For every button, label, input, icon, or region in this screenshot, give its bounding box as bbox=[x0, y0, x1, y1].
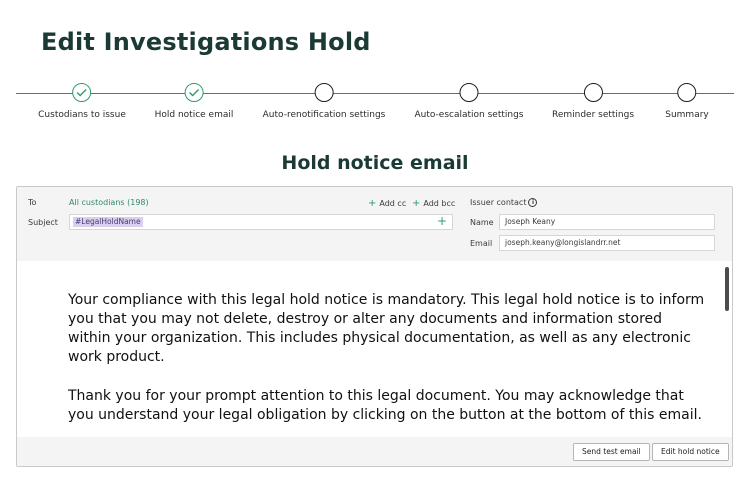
email-input[interactable]: joseph.keany@longislandrr.net bbox=[499, 235, 715, 251]
step-circle-icon bbox=[678, 83, 697, 102]
email-body-editor[interactable] bbox=[17, 261, 732, 439]
plus-icon: + bbox=[412, 198, 421, 209]
step-label: Reminder settings bbox=[551, 110, 635, 120]
step-auto-renotification-settings[interactable] bbox=[263, 82, 386, 120]
info-icon[interactable]: i bbox=[528, 198, 537, 207]
issuer-contact-label: Issuer contact bbox=[470, 198, 527, 207]
step-reminder-settings[interactable] bbox=[552, 82, 634, 120]
step-summary[interactable] bbox=[665, 82, 709, 120]
section-title: Hold notice email bbox=[281, 152, 469, 174]
to-label: To bbox=[28, 198, 37, 207]
insert-field-plus-icon[interactable]: + bbox=[436, 214, 447, 228]
step-circle-icon bbox=[315, 83, 334, 102]
step-auto-escalation-settings[interactable] bbox=[414, 82, 523, 120]
step-label: Auto-escalation settings bbox=[414, 110, 524, 120]
subject-label: Subject bbox=[28, 218, 58, 227]
body-paragraph: Your compliance with this legal hold notice is mandatory. This legal hold notice is to inform you that you may not delete, destroy or alter any documents and information stored within your organization. This includes physical documentation, as well as any electronic work product. bbox=[68, 292, 705, 365]
subject-input[interactable] bbox=[69, 214, 453, 230]
edit-hold-notice-button[interactable]: Edit hold notice bbox=[652, 443, 729, 461]
step-label: Custodians to issue bbox=[38, 110, 126, 120]
email-label: Email bbox=[470, 239, 493, 248]
add-cc-label: Add cc bbox=[379, 199, 407, 208]
page-title: Edit Investigations Hold bbox=[41, 28, 371, 56]
body-scrollbar[interactable] bbox=[725, 267, 729, 311]
add-bcc-label: Add bcc bbox=[423, 199, 456, 208]
step-custodians-to-issue[interactable] bbox=[38, 82, 126, 120]
recipients-link[interactable]: All custodians (198) bbox=[69, 198, 149, 207]
issuer-contact-heading bbox=[470, 198, 537, 207]
progress-stepper bbox=[16, 82, 734, 122]
checkmark-icon bbox=[73, 83, 92, 102]
name-input[interactable]: Joseph Keany bbox=[499, 214, 715, 230]
name-label: Name bbox=[470, 218, 494, 227]
subject-tag[interactable]: #LegalHoldName bbox=[75, 217, 141, 226]
step-label: Hold notice email bbox=[154, 110, 234, 120]
checkmark-icon bbox=[184, 83, 203, 102]
send-test-email-button[interactable]: Send test email bbox=[573, 443, 650, 461]
add-bcc-button[interactable] bbox=[412, 198, 455, 209]
step-label: Summary bbox=[665, 110, 709, 120]
email-editor-panel bbox=[16, 186, 733, 467]
step-hold-notice-email[interactable] bbox=[155, 82, 234, 120]
step-circle-icon bbox=[459, 83, 478, 102]
step-circle-icon bbox=[584, 83, 603, 102]
step-label: Auto-renotification settings bbox=[262, 110, 386, 120]
email-header bbox=[17, 187, 732, 261]
email-footer bbox=[17, 437, 732, 466]
plus-icon: + bbox=[368, 198, 377, 209]
add-cc-button[interactable] bbox=[368, 198, 406, 209]
body-paragraph: Thank you for your prompt attention to this legal document. You may acknowledge that you understand your legal obligation by clicking on the button at the bottom of this email. bbox=[68, 388, 702, 423]
